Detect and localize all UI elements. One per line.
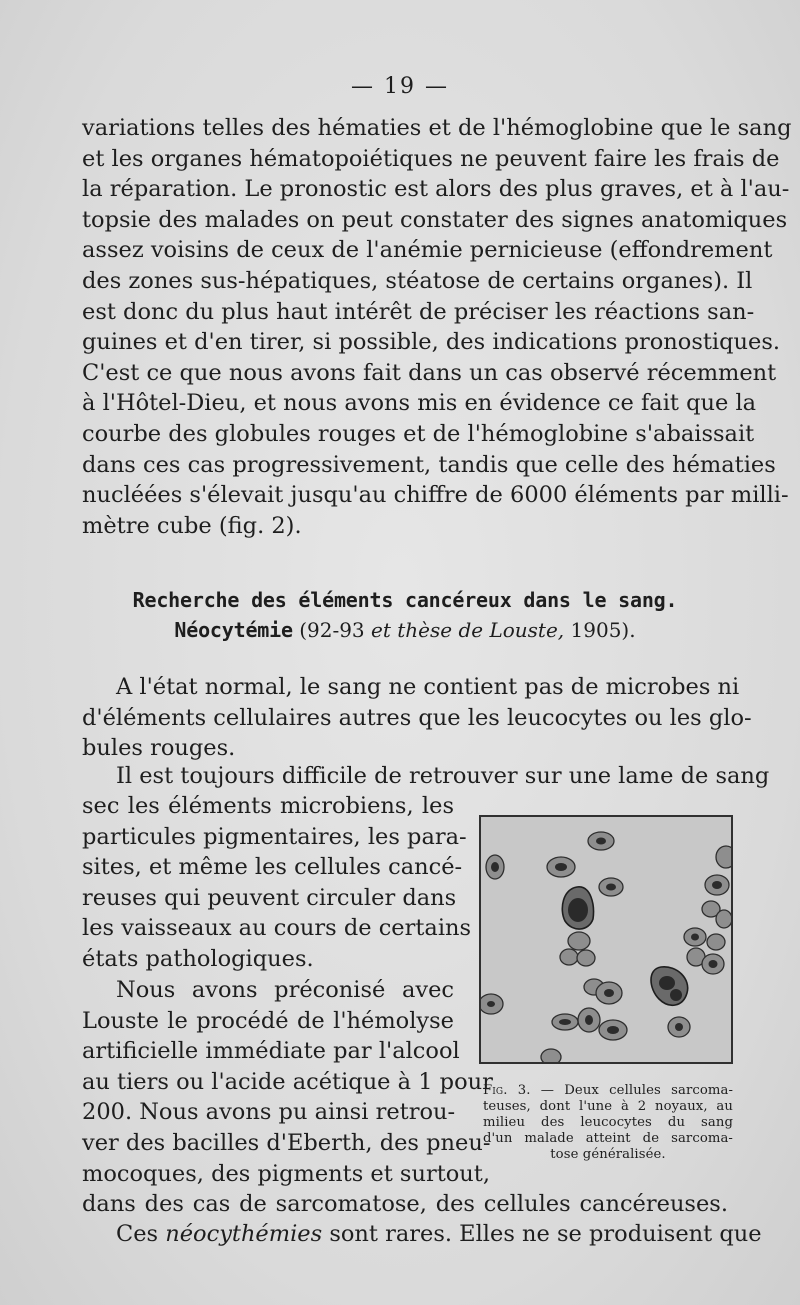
paragraph-3: [82, 761, 770, 792]
blood-cell: [716, 846, 731, 868]
text-fragment: Ces: [116, 1221, 159, 1247]
text-line: Nous avons préconisé avec: [116, 977, 454, 1003]
text-line: à l'Hôtel-Dieu, et nous avons mis en évidence ce fait que la: [82, 390, 757, 417]
micrograph-figure: [479, 815, 733, 1064]
cell-nucleus: [555, 863, 567, 871]
cell-nucleus: [675, 1023, 683, 1031]
blood-cell: [707, 934, 725, 950]
caption-line: d'un malade atteint de sarcoma-: [483, 1131, 733, 1146]
cell-nucleus: [559, 1019, 571, 1025]
cell-nucleus: [712, 881, 722, 889]
italic-term: néocythémies: [165, 1221, 323, 1247]
page-number: — 19 —: [351, 74, 449, 99]
text-line: des zones sus-hépatiques, stéatose de certains organes). Il: [82, 267, 753, 294]
heading-year: 1905).: [570, 618, 636, 642]
blood-cell: [560, 949, 578, 965]
text-line: bules rouges.: [82, 735, 236, 762]
cell-nucleus: [670, 989, 682, 1001]
text-line: courbe des globules rouges et de l'hémoglobine s'abaissait: [82, 420, 755, 447]
text-line: mocoques, des pigments et surtout,: [82, 1160, 490, 1187]
text-line: [82, 1219, 762, 1250]
text-line: dans des cas de sarcomatose, des cellules cancéreuses.: [82, 1191, 728, 1217]
text-line: artificielle immédiate par l'alcool: [82, 1038, 460, 1065]
heading-pages: (92-93: [299, 618, 365, 642]
paragraph-4-end: [82, 1189, 728, 1220]
text-line: états pathologiques.: [82, 945, 314, 972]
paragraph-2: [82, 672, 752, 764]
cell-nucleus: [585, 1015, 593, 1025]
blood-cell: [568, 932, 590, 950]
heading-reference: et thèse de Louste,: [371, 618, 565, 642]
paragraph-5: [82, 1219, 762, 1250]
text-line: mètre cube (fig. 2).: [82, 512, 302, 539]
text-line: au tiers ou l'acide acétique à 1 pour: [82, 1068, 493, 1095]
text-line: nucléées s'élevait jusqu'au chiffre de 6000 éléments par milli-: [82, 482, 789, 509]
cell-nucleus: [709, 960, 718, 968]
cell-nucleus: [691, 934, 699, 941]
text-line: Il est toujours difficile de retrouver sur une lame de sang: [116, 763, 770, 789]
text-line: topsie des malades on peut constater des signes anatomiques: [82, 206, 788, 233]
cell-nucleus: [491, 862, 499, 872]
caption-text: — Deux cellules sarcoma-: [540, 1083, 733, 1098]
figure-label: Fig. 3.: [483, 1083, 531, 1098]
heading-title: Recherche des éléments cancéreux dans le sang.: [132, 588, 678, 612]
blood-cell: [716, 910, 731, 928]
caption-line: milieu des leucocytes du sang: [483, 1115, 733, 1130]
text-line: particules pigmentaires, les para-: [82, 823, 467, 850]
caption-line: [483, 1083, 733, 1099]
text-line: les vaisseaux au cours de certains: [82, 915, 472, 942]
text-line: d'éléments cellulaires autres que les leucocytes ou les glo-: [82, 704, 752, 731]
text-line: est donc du plus haut intérêt de préciser les réactions san-: [82, 298, 755, 325]
text-line: assez voisins de ceux de l'anémie pernicieuse (effondrement: [82, 237, 773, 264]
blood-cell: [577, 950, 595, 966]
text-line: guines et d'en tirer, si possible, des indications pronostiques.: [82, 329, 781, 356]
caption-line: teuses, dont l'une à 2 noyaux, au: [483, 1099, 733, 1114]
text-line: sites, et même les cellules cancé-: [82, 854, 463, 881]
paragraph-4: [82, 975, 493, 1189]
paragraph-1: [82, 113, 792, 541]
text-line: sec les éléments microbiens, les: [82, 793, 454, 819]
blood-cells-illustration: [481, 817, 731, 1062]
caption-line: tose généralisée.: [550, 1147, 666, 1162]
cell-nucleus: [568, 898, 588, 922]
blood-cell: [541, 1049, 561, 1062]
paragraph-3-wrapped: [82, 791, 472, 975]
text-line: Louste le procédé de l'hémolyse: [82, 1007, 454, 1034]
cell-nucleus: [487, 1001, 495, 1007]
section-heading: [82, 585, 728, 645]
cell-nucleus: [659, 976, 675, 990]
text-line: reuses qui peuvent circuler dans: [82, 884, 457, 911]
text-line: ver des bacilles d'Eberth, des pneu-: [82, 1129, 491, 1156]
heading-subtitle: Néocytémie: [174, 618, 293, 642]
figure-caption: [483, 1083, 733, 1163]
text-line: A l'état normal, le sang ne contient pas de microbes ni: [116, 674, 740, 700]
cell-nucleus: [607, 1026, 619, 1034]
text-line: dans ces cas progressivement, tandis que celle des hématies: [82, 451, 776, 478]
text-line: et les organes hématopoiétiques ne peuvent faire les frais de: [82, 145, 780, 172]
cell-nucleus: [606, 884, 616, 891]
cell-nucleus: [604, 989, 614, 997]
text-line: la réparation. Le pronostic est alors des plus graves, et à l'au-: [82, 176, 790, 203]
text-line: C'est ce que nous avons fait dans un cas observé récemment: [82, 359, 777, 386]
cell-nucleus: [596, 838, 606, 845]
text-fragment: sont rares. Elles ne se produisent que: [329, 1221, 762, 1247]
text-line: 200. Nous avons pu ainsi retrou-: [82, 1099, 456, 1126]
text-line: variations telles des hématies et de l'hémoglobine que le sang: [82, 115, 792, 141]
